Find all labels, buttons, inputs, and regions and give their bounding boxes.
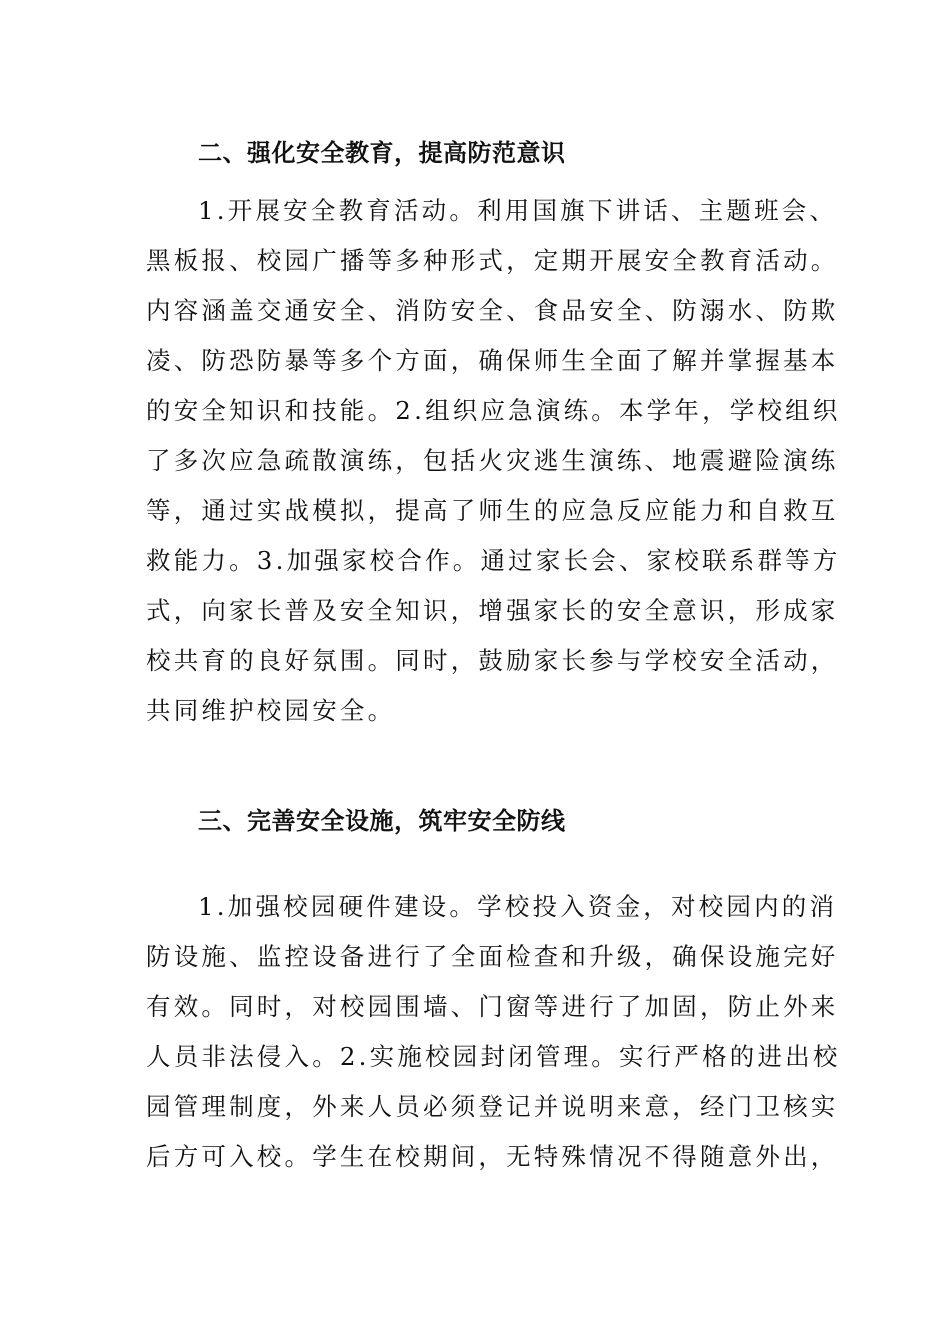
section-heading-safety-education: 二、强化安全教育，提高防范意识: [198, 139, 566, 167]
section-paragraph-safety-education: [146, 186, 841, 736]
section-heading-safety-facilities: 三、完善安全设施，筑牢安全防线: [198, 807, 566, 835]
paragraph-line: 黑板报、校园广播等多种形式，定期开展安全教育活动。: [146, 246, 839, 275]
paragraph-line: 了多次应急疏散演练，包括火灾逃生演练、地震避险演练: [146, 446, 839, 475]
paragraph-line: 等，通过实战模拟，提高了师生的应急反应能力和自救互: [146, 496, 839, 525]
paragraph-line: 有效。同时，对校园围墙、门窗等进行了加固，防止外来: [146, 992, 839, 1021]
paragraph-line: 内容涵盖交通安全、消防安全、食品安全、防溺水、防欺: [146, 296, 839, 325]
paragraph-line: 人员非法侵入。2.实施校园封闭管理。实行严格的进出校: [146, 1042, 841, 1071]
paragraph-line: 后方可入校。学生在校期间，无特殊情况不得随意外出，: [146, 1142, 839, 1171]
paragraph-line: 凌、防恐防暴等多个方面，确保师生全面了解并掌握基本: [146, 346, 839, 375]
paragraph-line: 式，向家长普及安全知识，增强家长的安全意识，形成家: [146, 596, 839, 625]
paragraph-line: 救能力。3.加强家校合作。通过家长会、家校联系群等方: [146, 546, 841, 575]
paragraph-line: 校共育的良好氛围。同时，鼓励家长参与学校安全活动，: [146, 646, 839, 675]
paragraph-line: 1.加强校园硬件建设。学校投入资金，对校园内的消: [198, 892, 838, 921]
paragraph-line: 1.开展安全教育活动。利用国旗下讲话、主题班会、: [198, 196, 838, 225]
paragraph-line: 园管理制度，外来人员必须登记并说明来意，经门卫核实: [146, 1092, 839, 1121]
paragraph-line: 共同维护校园安全。: [146, 696, 396, 725]
section-paragraph-safety-facilities: [146, 882, 841, 1182]
paragraph-line: 防设施、监控设备进行了全面检查和升级，确保设施完好: [146, 942, 839, 971]
paragraph-line: 的安全知识和技能。2.组织应急演练。本学年，学校组织: [146, 396, 841, 425]
